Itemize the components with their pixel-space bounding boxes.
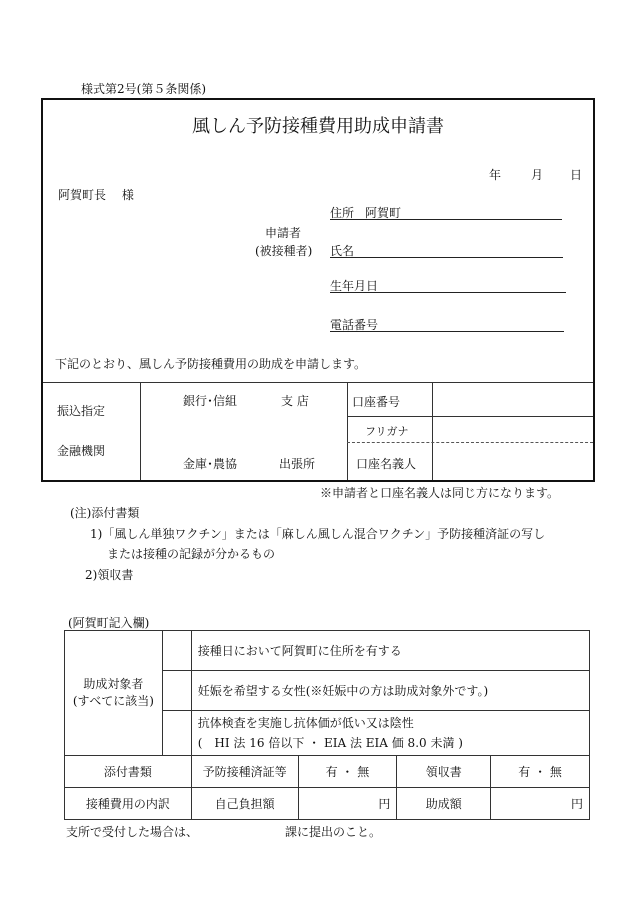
criterion-2-cell xyxy=(191,671,589,711)
name-field[interactable] xyxy=(330,257,563,258)
attach-docs-label: 添付書類 xyxy=(103,765,152,779)
addressee: 阿賀町長 様 xyxy=(58,188,134,202)
criterion-3-line-1: 抗体検査を実施し抗体価が低い又は陰性 xyxy=(197,716,414,730)
account-holder-label: 口座名義人 xyxy=(356,457,417,471)
criterion-3-check[interactable] xyxy=(162,711,191,756)
cost-breakdown-label: 接種費用の内訳 xyxy=(85,797,170,811)
bank-label-1: 振込指定 xyxy=(57,404,106,418)
attach-docs-cell xyxy=(65,756,192,788)
yen-1: 円 xyxy=(378,797,391,811)
applicant-label-2: (被接種者) xyxy=(255,244,313,258)
bank-vline-2 xyxy=(347,382,348,480)
phone-label: 電話番号 xyxy=(330,318,379,332)
bank-type-2: 金庫･農協 xyxy=(183,457,238,471)
dob-field[interactable] xyxy=(330,292,566,293)
address-field[interactable] xyxy=(330,219,562,220)
yen-2: 円 xyxy=(570,797,583,811)
criterion-1-cell xyxy=(191,631,589,671)
yes-no-2: 有 ・ 無 xyxy=(518,765,562,779)
criterion-3-line-2: ( HI 法 16 倍以下 ・ EIA 法 EIA 価 8.0 未満 ) xyxy=(197,736,463,750)
bank-hline-2 xyxy=(347,442,593,443)
address-label: 住所 xyxy=(330,206,355,220)
attachment-item-1: 1)「風しん単独ワクチン」または「麻しん風しん混合ワクチン」予防接種済証の写し xyxy=(90,527,546,541)
criterion-2: 妊娠を希望する女性(※妊娠中の方は助成対象外です。) xyxy=(197,684,489,698)
self-pay-label: 自己負担額 xyxy=(214,797,275,811)
bank-note: ※申請者と口座名義人は同じ方になります。 xyxy=(320,486,560,500)
address-prefix: 阿賀町 xyxy=(365,206,402,220)
form-title: 風しん予防接種費用助成申請書 xyxy=(192,116,444,137)
name-label: 氏名 xyxy=(330,244,355,258)
receipt-label: 領収書 xyxy=(425,765,462,779)
attachment-item-2: 2)領収書 xyxy=(85,568,134,582)
bank-type-1: 銀行･信組 xyxy=(183,394,238,408)
office-heading: (阿賀町記入欄) xyxy=(68,616,150,630)
furigana-field[interactable] xyxy=(434,418,591,441)
form-number: 様式第2号(第５条関係) xyxy=(81,82,206,96)
eligibility-label-cell xyxy=(65,631,163,756)
department-field[interactable] xyxy=(200,822,280,838)
dob-label: 生年月日 xyxy=(330,279,379,293)
receipt-cell xyxy=(397,756,491,788)
self-pay-cell xyxy=(191,788,298,820)
vaccination-cert-label: 予防接種済証等 xyxy=(202,765,287,779)
account-number-field[interactable] xyxy=(434,384,591,415)
eligibility-label-1: 助成対象者 xyxy=(83,677,144,691)
bank-divider xyxy=(43,382,593,383)
criterion-1-check[interactable] xyxy=(162,631,191,671)
application-box xyxy=(41,98,595,482)
account-number-label: 口座番号 xyxy=(352,395,401,409)
criterion-3-cell xyxy=(191,711,589,756)
subsidy-amount-field[interactable] xyxy=(491,788,590,820)
bank-vline-1 xyxy=(140,382,141,480)
yes-no-1-cell[interactable] xyxy=(298,756,397,788)
branch-1: 支 店 xyxy=(281,394,309,408)
subsidy-label: 助成額 xyxy=(425,797,462,811)
date-day: 日 xyxy=(570,168,583,182)
subsidy-cell xyxy=(397,788,491,820)
yes-no-2-cell[interactable] xyxy=(491,756,590,788)
yes-no-1: 有 ・ 無 xyxy=(325,765,370,779)
criterion-1: 接種日において阿賀町に住所を有する xyxy=(197,644,402,658)
branch-2: 出張所 xyxy=(279,457,316,471)
bank-label-2: 金融機関 xyxy=(57,444,106,458)
eligibility-label-2: (すべてに該当) xyxy=(72,694,154,708)
footer-text-before: 支所で受付した場合は、 xyxy=(66,825,199,839)
attachments-heading: (注)添付書類 xyxy=(70,506,140,520)
bank-vline-3 xyxy=(432,382,433,480)
vaccination-cert-cell xyxy=(191,756,298,788)
footer-text-after: 課に提出のこと。 xyxy=(285,825,382,839)
applicant-label-1: 申請者 xyxy=(265,226,302,240)
furigana-label: フリガナ xyxy=(365,425,409,438)
cost-breakdown-cell xyxy=(65,788,192,820)
attachment-item-1-cont: または接種の記録が分かるもの xyxy=(107,547,276,561)
date-year: 年 xyxy=(489,168,502,182)
office-use-table xyxy=(64,630,590,820)
self-pay-amount-field[interactable] xyxy=(298,788,397,820)
statement: 下記のとおり、風しん予防接種費用の助成を申請します。 xyxy=(55,357,367,371)
account-holder-field[interactable] xyxy=(434,444,591,478)
criterion-2-check[interactable] xyxy=(162,671,191,711)
date-month: 月 xyxy=(531,168,544,182)
phone-field[interactable] xyxy=(330,331,564,332)
bank-hline-1 xyxy=(347,416,593,417)
